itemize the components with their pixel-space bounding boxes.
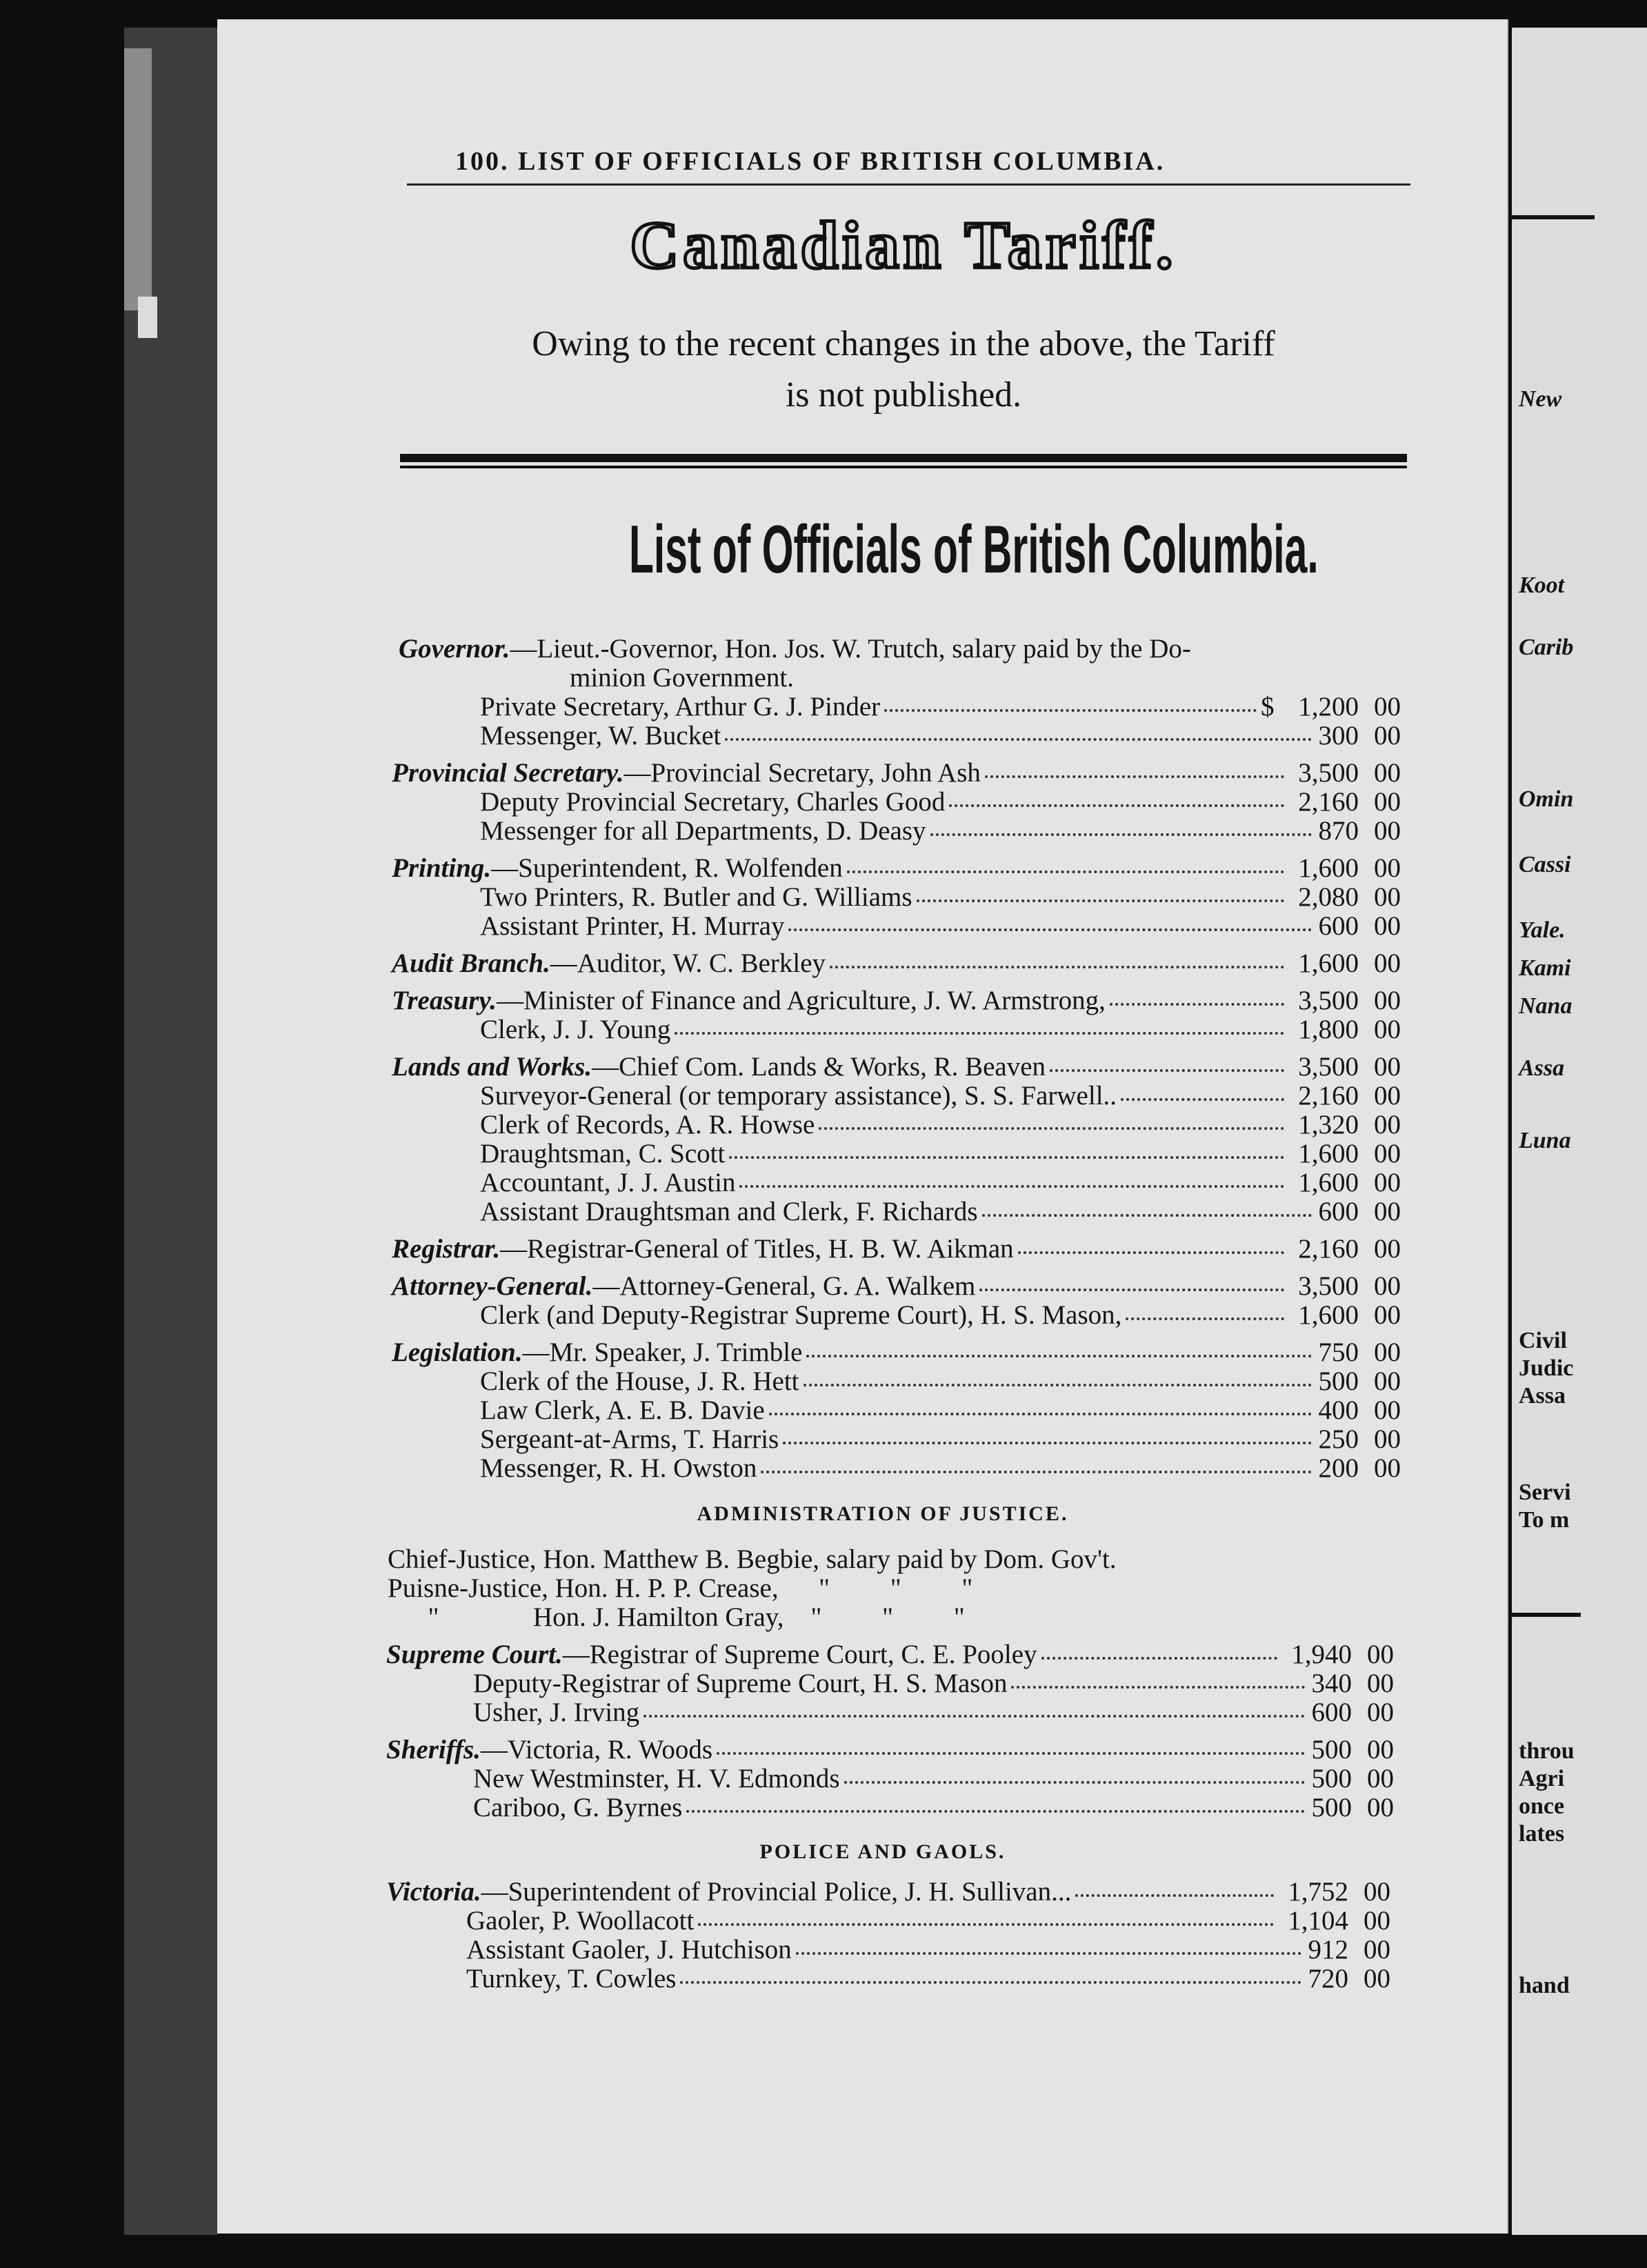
entry-amount: 600 [1311,1698,1352,1727]
facing-page-fragment: Koot [1519,573,1565,598]
entry-description [480,1301,1121,1330]
entry-amount: 500 [1311,1793,1352,1822]
entry-amount: 2,160 [1298,1081,1359,1111]
page-gutter [1507,19,1508,2234]
entry-amount: 600 [1318,1197,1359,1226]
leader-dots [830,956,1284,968]
entry-cents: 00 [1364,1935,1390,1964]
facing-page-fragment: Judic [1519,1355,1574,1381]
tariff-title: Canadian Tariff. [630,208,1177,283]
leader-dots [717,1742,1305,1755]
entry-cents: 00 [1374,787,1401,817]
leader-dots [806,1345,1312,1357]
justice-line: Puisne-Justice, Hon. H. P. P. Crease, " " " [388,1573,973,1603]
entry-text: Clerk of the House, J. R. Hett [480,1366,799,1396]
entry-description [480,1082,1117,1111]
leader-dots [844,1771,1305,1784]
facing-page-fragment: Carib [1519,635,1574,660]
justice-line: Chief-Justice, Hon. Matthew B. Begbie, salary paid by Dom. Gov't. [388,1544,1117,1574]
spine-edge [124,48,152,310]
entry-cents: 00 [1374,1139,1401,1168]
facing-page-fragment: lates [1519,1821,1565,1847]
entry-description [392,986,1106,1015]
entry-row [480,1168,1407,1197]
entry-amount: 400 [1318,1395,1359,1425]
leader-dots [917,890,1284,902]
entry-row [480,912,1407,941]
leader-dots [769,1403,1312,1415]
entry-amount: 3,500 [1298,1052,1359,1082]
facing-page-fragment: Assa [1519,1383,1566,1409]
entry-cents: 00 [1367,1735,1394,1764]
entry-text: —Attorney-General, G. A. Walkem [592,1271,976,1301]
entry-cents: 00 [1374,1234,1401,1264]
entry-row [480,1396,1407,1425]
entry-category: Printing. [392,853,492,883]
entry-amount: 200 [1318,1453,1359,1483]
entry-cents: 00 [1374,1197,1401,1226]
entry-text: —Auditor, W. C. Berkley [550,948,826,978]
entry-cents: 00 [1374,1015,1401,1044]
leader-dots [819,1117,1284,1130]
leader-dots [949,795,1284,807]
section-rule-thin [400,466,1407,468]
entry-description [473,1669,1007,1698]
facing-page-fragment: Luna [1519,1128,1571,1153]
entry-row [392,759,1407,788]
entry-row [466,1907,1397,1936]
leader-dots [761,1461,1312,1473]
spine-mark [138,297,157,338]
entry-amount: 1,800 [1298,1015,1359,1044]
leader-dots [739,1175,1284,1188]
entry-amount: 2,080 [1298,882,1359,912]
entry-row [386,1735,1400,1764]
entry-row [480,1301,1407,1330]
leader-dots [1075,1884,1274,1897]
entry-amount: 600 [1318,911,1359,941]
leader-dots [729,1146,1284,1159]
leader-dots [686,1800,1305,1813]
entry-text: —Registrar-General of Titles, H. B. W. Aikman [500,1234,1014,1264]
entry-description [480,1425,779,1454]
entry-text: Clerk of Records, A. R. Howse [480,1110,815,1140]
entry-description [473,1698,639,1727]
entry-description [480,1454,757,1483]
governor-label: Governor. [399,634,510,664]
entry-row [480,1367,1407,1396]
facing-page-fragment: Omin [1519,786,1574,812]
entry-cents: 00 [1374,1424,1401,1454]
tariff-note-line-1: Owing to the recent changes in the above, the Tariff [532,324,1275,364]
entry-category: Attorney-General. [392,1271,593,1301]
entry-category: Sheriffs. [386,1735,481,1764]
entry-amount: 340 [1311,1669,1352,1698]
entry-row [473,1698,1400,1727]
entry-row [392,949,1407,978]
entry-category: Audit Branch. [392,948,550,978]
facing-page-rule [1512,215,1595,219]
entry-amount: 1,600 [1298,853,1359,883]
entry-description [480,1111,815,1140]
entry-cents: 00 [1374,1366,1401,1396]
entry-cents: 00 [1374,758,1401,788]
entry-cents: 00 [1374,1271,1401,1301]
entry-cents: 00 [1374,986,1401,1015]
leader-dots [675,1022,1284,1035]
dollar-sign: $ [1261,692,1275,722]
entry-description [480,1367,799,1396]
entry-row [473,1669,1400,1698]
entry-row [392,1235,1407,1264]
entry-row [466,1964,1397,1993]
facing-page-fragment: Civil [1519,1328,1567,1353]
facing-page-fragment: hand [1519,1973,1570,1998]
entry-amount: 250 [1318,1424,1359,1454]
entry-row [386,1878,1397,1907]
entry-cents: 00 [1374,1337,1401,1367]
entry-amount: 2,160 [1298,1234,1359,1264]
entry-text: Deputy-Registrar of Supreme Court, H. S. Mason [473,1669,1008,1698]
leader-dots [783,1432,1312,1444]
entry-cents: 00 [1374,1168,1401,1197]
entry-cents: 00 [1367,1764,1394,1793]
entry-row [480,1197,1407,1226]
leader-dots [698,1913,1274,1926]
entry-row [473,1793,1400,1822]
facing-page-fragment: To m [1519,1507,1570,1533]
header-rule [407,183,1410,186]
section-rule-thick [400,454,1407,462]
entry-amount: 1,600 [1298,948,1359,978]
entry-cents: 00 [1374,948,1401,978]
facing-page-fragment: throu [1519,1738,1575,1764]
entry-row [480,1111,1407,1140]
entry-text: Gaoler, P. Woollacott [466,1906,695,1936]
entry-text: Sergeant-at-Arms, T. Harris [480,1424,779,1454]
entry-description [480,817,926,846]
governor-line-1 [399,633,1191,664]
leader-dots [1041,1647,1277,1660]
entry-text: Cariboo, G. Byrnes [473,1793,683,1822]
entry-row [480,788,1407,817]
entry-amount: 1,940 [1291,1640,1352,1669]
leader-dots [884,699,1257,712]
entry-category: Provincial Secretary. [392,758,624,788]
entry-cents: 00 [1364,1906,1390,1936]
entry-row [480,817,1407,846]
leader-dots [985,766,1284,778]
entry-amount: 1,200 [1298,692,1359,722]
entry-amount: 3,500 [1298,986,1359,1015]
entry-text: —Provincial Secretary, John Ash [623,758,981,788]
tariff-note [414,319,1393,421]
entry-description [480,1168,735,1197]
entry-description [392,949,826,978]
entry-text: —Chief Com. Lands & Works, R. Beaven [592,1052,1046,1082]
entry-description [386,1735,712,1764]
leader-dots [803,1374,1312,1386]
entry-row [480,1454,1407,1483]
entry-cents: 00 [1374,1453,1401,1483]
leader-dots [796,1942,1301,1955]
entry-category: Registrar. [392,1234,501,1264]
entry-cents: 00 [1374,1300,1401,1330]
entry-text: —Mr. Speaker, J. Trimble [522,1337,803,1367]
entry-text: —Registrar of Supreme Court, C. E. Pooley [562,1640,1037,1669]
entry-description [480,912,784,941]
facing-page-fragment: New [1519,386,1562,412]
entry-amount: 500 [1311,1764,1352,1793]
facing-page-fragment: Nana [1519,993,1573,1019]
facing-page-fragment: Assa [1519,1055,1565,1081]
leader-dots [725,728,1312,741]
entry-cents: 00 [1374,692,1401,722]
entry-text: Messenger, W. Bucket [480,721,721,750]
entry-description [480,693,880,722]
entry-cents: 00 [1374,853,1401,883]
entry-amount: 500 [1311,1735,1352,1764]
entry-text: Surveyor-General (or temporary assistance), S. S. Farwell.. [480,1081,1117,1111]
entry-description [480,1197,978,1226]
entry-text: Deputy Provincial Secretary, Charles Good [480,787,946,817]
entry-description [392,1272,975,1301]
entry-text: Usher, J. Irving [473,1698,640,1727]
facing-page-fragment: Agri [1519,1766,1565,1791]
entry-text: Assistant Gaoler, J. Hutchison [466,1935,792,1964]
entry-description [466,1936,792,1964]
entry-row [392,1053,1407,1082]
entry-text: Messenger, R. H. Owston [480,1453,757,1483]
entry-description [480,1015,670,1044]
entry-description [392,759,981,788]
entry-description [466,1907,694,1936]
entry-description [386,1878,1071,1907]
entry-category: Supreme Court. [386,1640,563,1669]
entry-description [392,1338,802,1367]
entry-text: Accountant, J. J. Austin [480,1168,736,1197]
entry-cents: 00 [1374,721,1401,750]
entry-row [466,1936,1397,1964]
entry-cents: 00 [1364,1964,1390,1993]
entry-row [480,693,1407,722]
facing-page-fragment: Cassi [1519,852,1571,877]
leader-dots [643,1705,1305,1718]
entry-cents: 00 [1374,1110,1401,1140]
police-heading: POLICE AND GAOLS. [759,1840,1006,1863]
entry-amount: 500 [1318,1366,1359,1396]
entry-cents: 00 [1374,1395,1401,1425]
entry-amount: 1,600 [1298,1300,1359,1330]
entry-amount: 3,500 [1298,758,1359,788]
entry-description [480,1140,725,1168]
entry-category: Legislation. [392,1337,523,1367]
leader-dots [1050,1060,1284,1072]
entry-text: —Victoria, R. Woods [480,1735,713,1764]
entry-row [480,1425,1407,1454]
entry-category: Lands and Works. [392,1052,592,1082]
entry-row [480,1140,1407,1168]
leader-dots [847,861,1284,873]
entry-row [480,722,1407,750]
leader-dots [979,1279,1284,1291]
entry-cents: 00 [1374,1081,1401,1111]
justice-heading: ADMINISTRATION OF JUSTICE. [697,1502,1069,1525]
justice-line: " Hon. J. Hamilton Gray, " " " [388,1602,965,1632]
entry-cents: 00 [1367,1669,1394,1698]
entry-cents: 00 [1374,816,1401,846]
book-spine [124,28,217,2235]
entry-row [480,883,1407,912]
entry-amount: 870 [1318,816,1359,846]
entry-text: Assistant Draughtsman and Clerk, F. Richards [480,1197,978,1226]
entry-text: Messenger for all Departments, D. Deasy [480,816,926,846]
entry-row [386,1640,1400,1669]
entry-cents: 00 [1367,1640,1394,1669]
governor-line-2: minion Government. [570,663,794,693]
entry-cents: 00 [1367,1698,1394,1727]
facing-page-fragment: Kami [1519,955,1571,981]
officials-title: List of Officials of British Columbia. [629,511,1319,587]
entry-text: Turnkey, T. Cowles [466,1964,677,1993]
entry-cents: 00 [1367,1793,1394,1822]
running-head: 100. LIST OF OFFICIALS OF BRITISH COLUMBIA. [455,147,1166,176]
facing-page-rule-lower [1512,1613,1581,1617]
entry-text: —Minister of Finance and Agriculture, J. W. Armstrong, [497,986,1106,1015]
entry-text: Draughtsman, C. Scott [480,1139,726,1168]
entry-description [480,722,721,750]
entry-text: Private Secretary, Arthur G. J. Pinder [480,692,881,722]
entry-amount: 1,600 [1298,1139,1359,1168]
entry-row [392,1272,1407,1301]
entry-cents: 00 [1364,1877,1390,1907]
facing-page [1512,28,1647,2235]
entry-text: Law Clerk, A. E. B. Davie [480,1395,765,1425]
entry-description [473,1764,840,1793]
entry-amount: 720 [1308,1964,1348,1993]
entry-amount: 912 [1308,1935,1348,1964]
entry-row [392,854,1407,883]
entry-cents: 00 [1374,1052,1401,1082]
facing-page-fragment: Servi [1519,1480,1571,1505]
entry-category: Victoria. [386,1877,481,1907]
entry-row [473,1764,1400,1793]
entry-amount: 1,320 [1298,1110,1359,1140]
entry-text: New Westminster, H. V. Edmonds [473,1764,840,1793]
governor-text: —Lieut.-Governor, Hon. Jos. W. Trutch, salary paid by the Do- [510,634,1191,664]
entry-row [480,1015,1407,1044]
facing-page-fragment: Yale. [1519,917,1566,943]
entry-description [392,1053,1046,1082]
entry-row [392,986,1407,1015]
facing-page-fragment: once [1519,1793,1565,1819]
entry-text: —Superintendent, R. Wolfenden [491,853,843,883]
leader-dots [680,1971,1301,1984]
entry-text: Assistant Printer, H. Murray [480,911,785,941]
entry-row [480,1082,1407,1111]
entry-text: Clerk, J. J. Young [480,1015,671,1044]
entry-description [473,1793,682,1822]
entry-amount: 1,752 [1288,1877,1348,1907]
leader-dots [1018,1242,1284,1254]
entry-description [480,883,912,912]
entry-description [480,788,945,817]
entry-amount: 2,160 [1298,787,1359,817]
entry-row [392,1338,1407,1367]
entry-amount: 3,500 [1298,1271,1359,1301]
tariff-note-line-2: is not published. [785,375,1022,415]
entry-text: Clerk (and Deputy-Registrar Supreme Court), H. S. Mason, [480,1300,1122,1330]
entry-description [392,854,843,883]
entry-amount: 300 [1318,721,1359,750]
entry-description [480,1396,765,1425]
entry-cents: 00 [1374,882,1401,912]
entry-category: Treasury. [392,986,497,1015]
entry-amount: 1,600 [1298,1168,1359,1197]
entry-description [466,1964,676,1993]
entry-amount: 750 [1318,1337,1359,1367]
entry-text: —Superintendent of Provincial Police, J. H. Sullivan... [481,1877,1072,1907]
entry-cents: 00 [1374,911,1401,941]
entry-amount: 1,104 [1288,1906,1348,1936]
entry-description [386,1640,1037,1669]
entry-description [392,1235,1014,1264]
entry-text: Two Printers, R. Butler and G. Williams [480,882,912,912]
leader-dots [788,919,1312,931]
